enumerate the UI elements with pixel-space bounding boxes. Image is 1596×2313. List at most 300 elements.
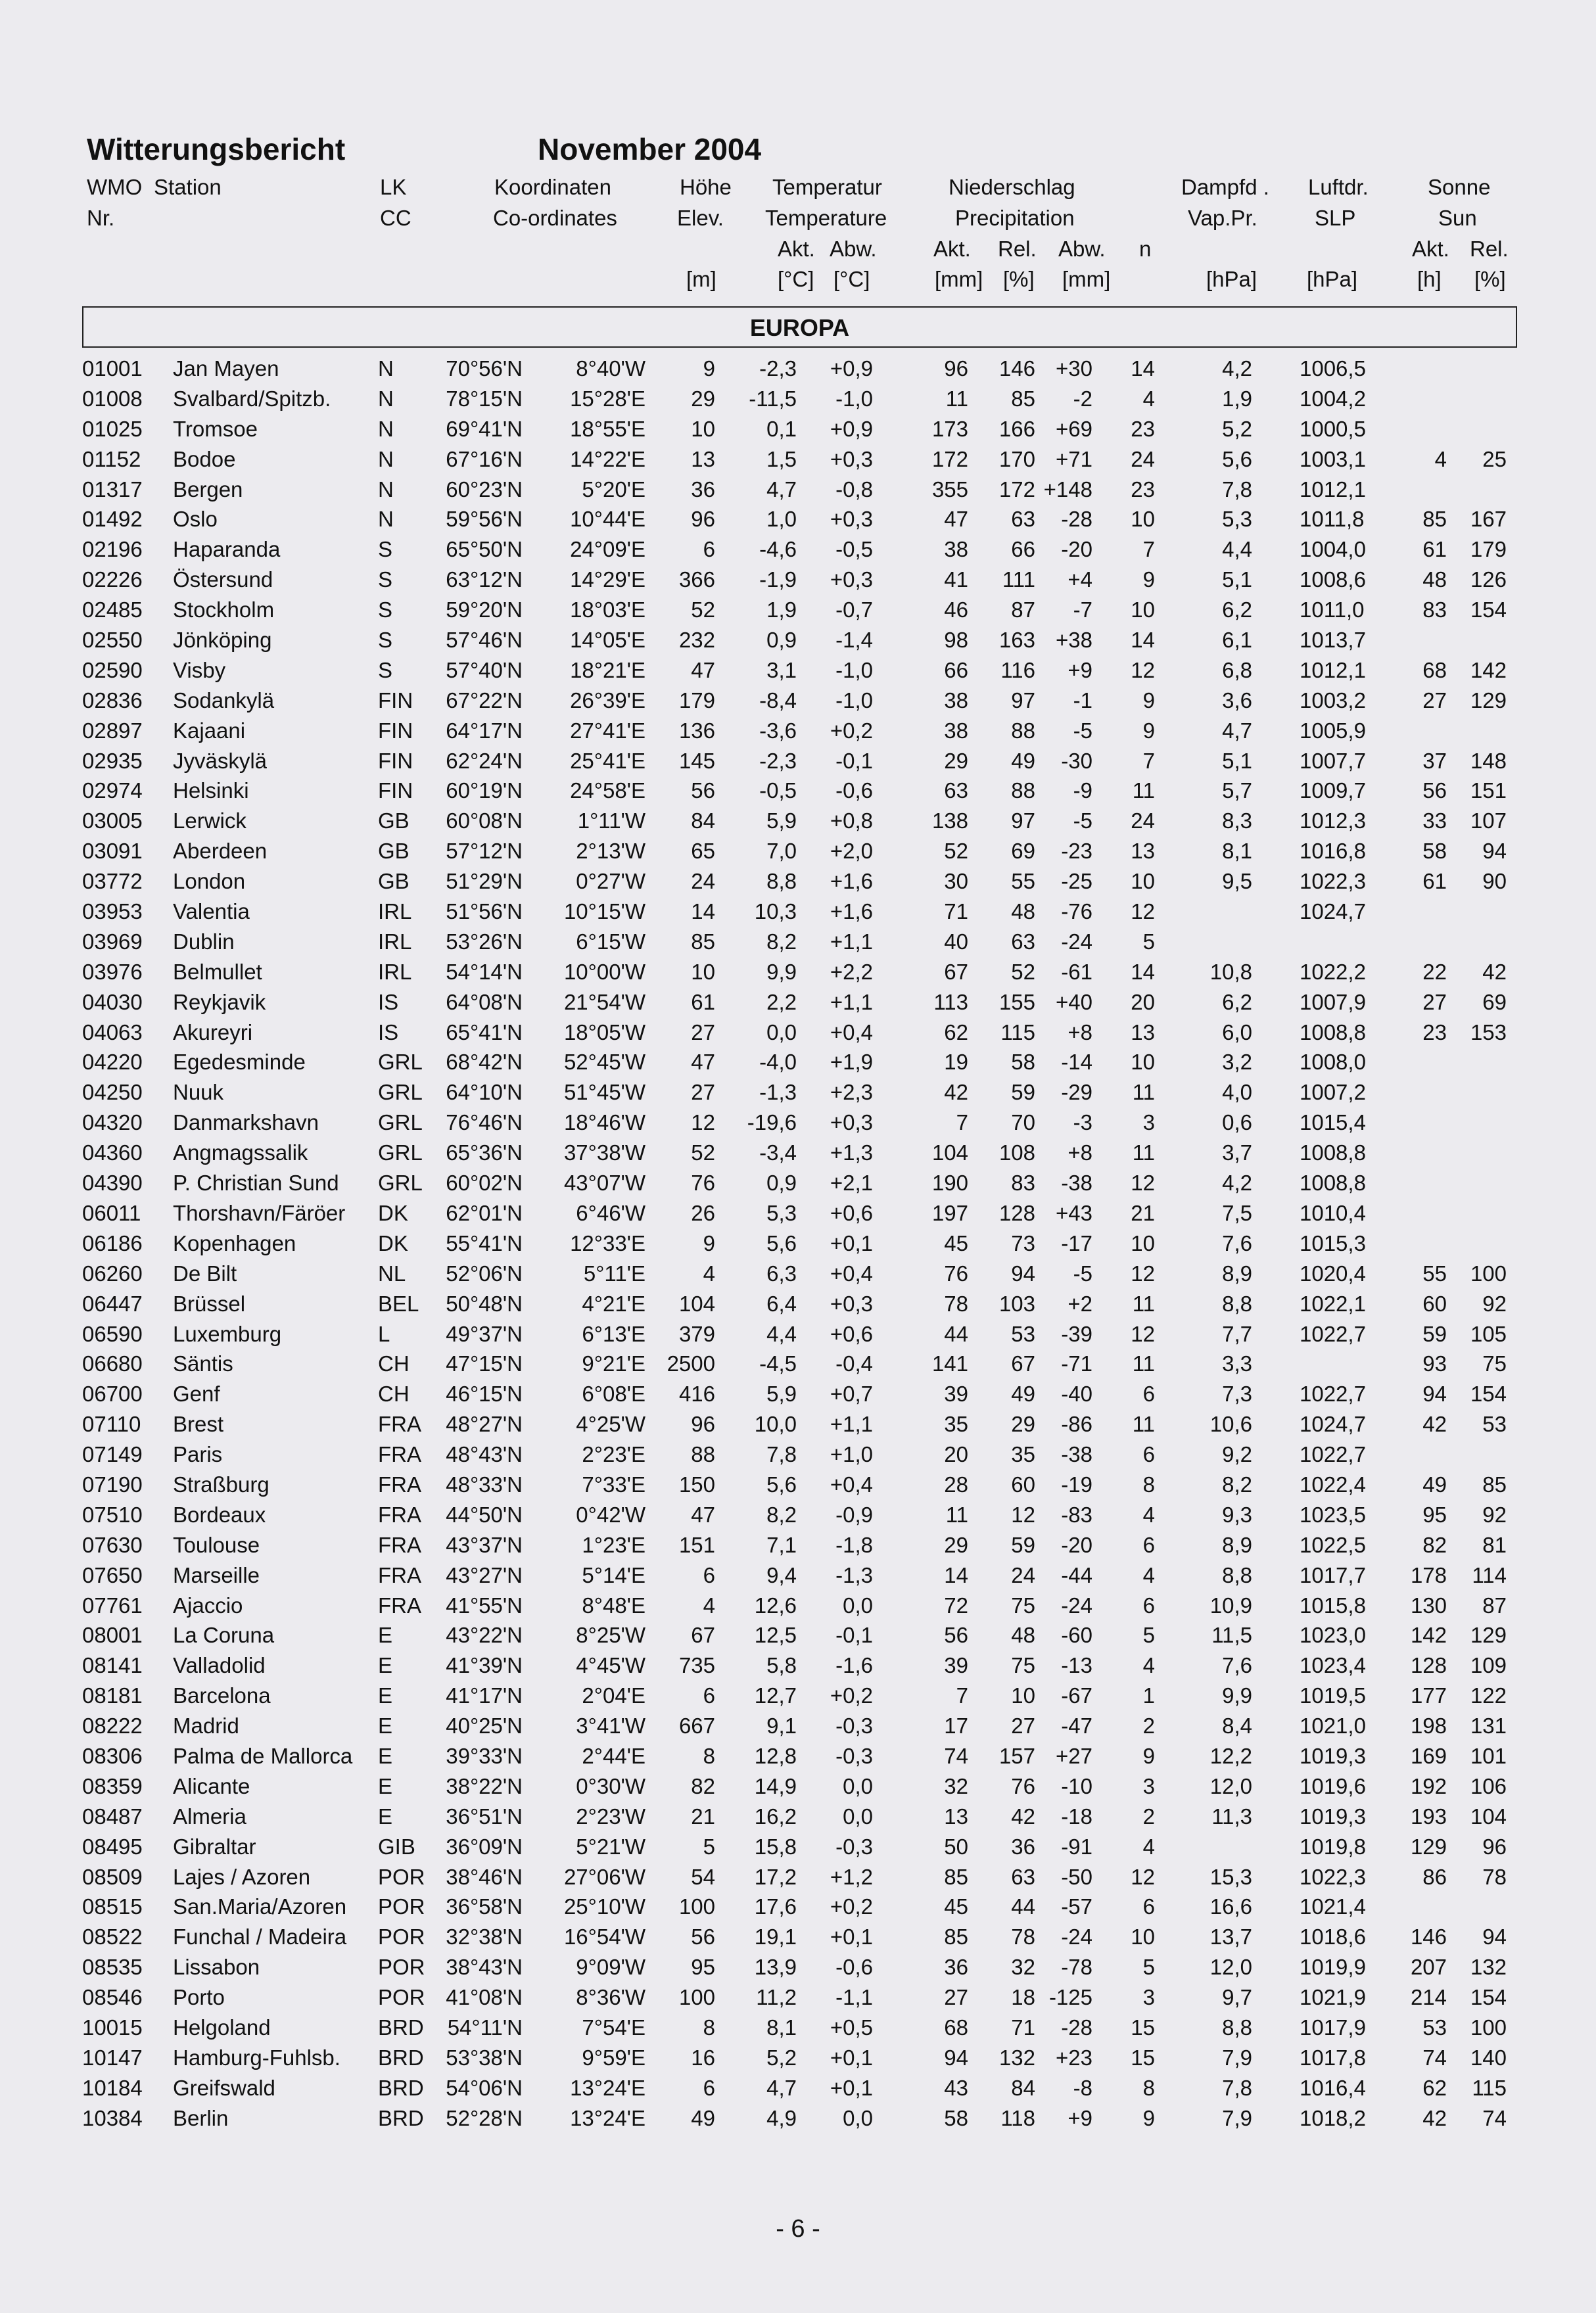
precip-actual: 14: [944, 1562, 968, 1587]
station-name: Greifswald: [173, 2075, 275, 2100]
header-prec-n: n: [1139, 237, 1152, 261]
sea-level-pressure: 1008,8: [1300, 1019, 1366, 1044]
vapour-pressure: 5,6: [1222, 446, 1252, 471]
latitude: 68°42'N: [446, 1050, 523, 1075]
precip-actual: 113: [933, 989, 968, 1014]
precip-relative: 84: [1011, 2075, 1035, 2100]
vapour-pressure: 8,1: [1222, 839, 1252, 864]
elevation: 96: [691, 1412, 715, 1437]
latitude: 48°33'N: [446, 1472, 523, 1497]
temp-anomaly: +0,1: [830, 2045, 873, 2070]
station-name: Egedesminde: [173, 1050, 306, 1075]
elevation: 5: [703, 1834, 715, 1859]
precip-anomaly: -78: [1061, 1955, 1092, 1980]
latitude: 57°40'N: [446, 657, 523, 682]
wmo-id: 03969: [82, 929, 143, 954]
sunshine-hours: 214: [1410, 1985, 1447, 2010]
latitude: 53°38'N: [446, 2045, 523, 2070]
header-prec-unit-rel: [%]: [1003, 267, 1035, 291]
precip-actual: 355: [931, 477, 968, 502]
wmo-id: 07761: [82, 1593, 143, 1618]
country-code: E: [378, 1653, 393, 1678]
temp-actual: -1,9: [759, 567, 797, 592]
vapour-pressure: 7,6: [1222, 1230, 1252, 1255]
elevation: 88: [691, 1442, 715, 1467]
station-name: Belmullet: [173, 959, 262, 984]
precip-actual: 36: [944, 1955, 968, 1980]
table-row: [0, 1922, 1596, 1952]
header-sun-unit-akt: [h]: [1417, 267, 1442, 291]
latitude: 36°09'N: [446, 1834, 523, 1859]
latitude: 65°36'N: [446, 1140, 523, 1165]
sunshine-relative: 148: [1470, 748, 1507, 773]
vapour-pressure: 9,9: [1222, 1683, 1252, 1708]
sunshine-hours: 85: [1422, 507, 1447, 532]
region-label: EUROPA: [749, 314, 850, 341]
header-slp-unit: [hPa]: [1307, 267, 1358, 291]
precip-days: 1: [1142, 1683, 1155, 1708]
precip-days: 20: [1131, 989, 1155, 1014]
precip-anomaly: -67: [1061, 1683, 1092, 1708]
temp-anomaly: +0,1: [830, 1230, 873, 1255]
precip-anomaly: -30: [1061, 748, 1092, 773]
latitude: 63°12'N: [446, 567, 523, 592]
sunshine-relative: 129: [1470, 1623, 1507, 1648]
table-row: [0, 2103, 1596, 2134]
temp-actual: 17,2: [754, 1864, 797, 1889]
precip-days: 6: [1142, 1382, 1155, 1407]
precip-days: 6: [1142, 1532, 1155, 1557]
elevation: 29: [691, 386, 715, 411]
table-row: [0, 1228, 1596, 1259]
precip-days: 13: [1131, 1019, 1155, 1044]
longitude: 37°38'W: [563, 1140, 645, 1165]
sunshine-hours: 142: [1410, 1623, 1447, 1648]
header-temp-akt: Akt.: [778, 237, 815, 261]
header-sun: Sun: [1438, 206, 1477, 230]
sea-level-pressure: 1003,1: [1300, 446, 1366, 471]
latitude: 49°37'N: [446, 1321, 523, 1346]
precip-days: 7: [1142, 748, 1155, 773]
country-code: S: [378, 537, 393, 562]
table-row: [0, 354, 1596, 384]
header-hoehe: Höhe: [680, 175, 732, 199]
precip-days: 10: [1131, 1050, 1155, 1075]
latitude: 51°56'N: [446, 899, 523, 924]
precip-days: 14: [1131, 356, 1155, 381]
country-code: BRD: [378, 2075, 424, 2100]
sunshine-hours: 177: [1410, 1683, 1447, 1708]
wmo-id: 10147: [82, 2045, 143, 2070]
table-row: [0, 565, 1596, 595]
precip-actual: 172: [931, 446, 968, 471]
elevation: 100: [678, 1985, 715, 2010]
elevation: 56: [691, 778, 715, 803]
wmo-id: 08001: [82, 1623, 143, 1648]
table-row: [0, 746, 1596, 776]
longitude: 2°13'W: [576, 839, 645, 864]
longitude: 15°28'E: [570, 386, 645, 411]
station-name: Kopenhagen: [173, 1230, 296, 1255]
sea-level-pressure: 1022,5: [1300, 1532, 1366, 1557]
precip-days: 24: [1131, 808, 1155, 833]
vapour-pressure: 6,1: [1222, 628, 1252, 653]
temp-actual: 5,9: [766, 1382, 797, 1407]
precip-actual: 13: [944, 1804, 968, 1829]
station-name: Valladolid: [173, 1653, 266, 1678]
vapour-pressure: 8,8: [1222, 1562, 1252, 1587]
station-name: Paris: [173, 1442, 223, 1467]
station-name: Ajaccio: [173, 1593, 243, 1618]
wmo-id: 08306: [82, 1743, 143, 1768]
longitude: 52°45'W: [563, 1050, 645, 1075]
station-name: London: [173, 869, 246, 894]
country-code: N: [378, 386, 394, 411]
latitude: 41°39'N: [446, 1653, 523, 1678]
precip-anomaly: -17: [1061, 1230, 1092, 1255]
temp-anomaly: -1,4: [835, 628, 873, 653]
country-code: N: [378, 446, 394, 471]
table-row: [0, 927, 1596, 957]
longitude: 4°21'E: [582, 1291, 645, 1316]
sunshine-hours: 33: [1422, 808, 1447, 833]
latitude: 53°26'N: [446, 929, 523, 954]
sea-level-pressure: 1011,8: [1300, 507, 1365, 532]
temp-anomaly: 0,0: [843, 1773, 873, 1798]
precip-days: 12: [1131, 1864, 1155, 1889]
header-lk: LK: [380, 175, 407, 199]
elevation: 6: [703, 537, 715, 562]
latitude: 36°58'N: [446, 1894, 523, 1919]
header-prec-akt: Akt.: [933, 237, 971, 261]
temp-actual: 10,3: [754, 899, 797, 924]
sea-level-pressure: 1022,4: [1300, 1472, 1366, 1497]
latitude: 40°25'N: [446, 1714, 523, 1739]
temp-anomaly: -0,6: [835, 1955, 873, 1980]
precip-actual: 58: [944, 2105, 968, 2130]
sunshine-relative: 129: [1470, 688, 1507, 713]
precip-relative: 78: [1011, 1925, 1035, 1950]
temp-anomaly: +0,3: [830, 507, 873, 532]
precip-anomaly: +8: [1068, 1019, 1092, 1044]
elevation: 85: [691, 929, 715, 954]
precip-days: 10: [1131, 869, 1155, 894]
precip-relative: 128: [998, 1200, 1035, 1225]
precip-relative: 108: [998, 1140, 1035, 1165]
sea-level-pressure: 1012,1: [1300, 477, 1366, 502]
precip-relative: 163: [998, 628, 1035, 653]
precip-relative: 103: [998, 1291, 1035, 1316]
precip-days: 6: [1142, 1442, 1155, 1467]
vapour-pressure: 8,2: [1222, 1472, 1252, 1497]
header-temp-abw: Abw.: [830, 237, 877, 261]
vapour-pressure: 5,2: [1222, 416, 1252, 441]
precip-actual: 46: [944, 597, 968, 622]
precip-relative: 55: [1011, 869, 1035, 894]
temp-anomaly: -0,1: [835, 748, 873, 773]
precip-days: 21: [1131, 1200, 1155, 1225]
vapour-pressure: 8,8: [1222, 2015, 1252, 2040]
precip-days: 23: [1131, 416, 1155, 441]
elevation: 26: [691, 1200, 715, 1225]
header-sun-rel: Rel.: [1470, 237, 1509, 261]
sunshine-relative: 78: [1482, 1864, 1507, 1889]
sea-level-pressure: 1019,3: [1300, 1743, 1366, 1768]
table-row: [0, 1198, 1596, 1228]
vapour-pressure: 5,3: [1222, 507, 1252, 532]
precip-actual: 85: [944, 1864, 968, 1889]
elevation: 6: [703, 2075, 715, 2100]
sea-level-pressure: 1024,7: [1300, 899, 1366, 924]
wmo-id: 04250: [82, 1080, 143, 1105]
vapour-pressure: 9,3: [1222, 1502, 1252, 1527]
precip-actual: 85: [944, 1925, 968, 1950]
precip-days: 5: [1142, 929, 1155, 954]
latitude: 32°38'N: [446, 1925, 523, 1950]
temp-actual: 12,6: [754, 1593, 797, 1618]
sunshine-hours: 146: [1410, 1925, 1447, 1950]
country-code: L: [378, 1321, 390, 1346]
table-row: [0, 1379, 1596, 1409]
precip-anomaly: -1: [1073, 688, 1092, 713]
longitude: 1°11'W: [577, 808, 645, 833]
precip-actual: 190: [931, 1171, 968, 1196]
vapour-pressure: 8,4: [1222, 1714, 1252, 1739]
wmo-id: 03005: [82, 808, 143, 833]
table-row: [0, 1289, 1596, 1319]
temp-actual: 7,8: [766, 1442, 797, 1467]
temp-anomaly: +1,2: [830, 1864, 873, 1889]
table-row: [0, 414, 1596, 444]
precip-actual: 20: [944, 1442, 968, 1467]
precip-relative: 53: [1011, 1321, 1035, 1346]
precip-anomaly: +8: [1068, 1140, 1092, 1165]
table-row: [0, 1892, 1596, 1922]
temp-anomaly: +0,7: [830, 1382, 873, 1407]
wmo-id: 04063: [82, 1019, 143, 1044]
precip-anomaly: +69: [1056, 416, 1092, 441]
elevation: 4: [703, 1261, 715, 1286]
sunshine-relative: 94: [1482, 839, 1507, 864]
station-name: Tromsoe: [173, 416, 258, 441]
longitude: 9°59'E: [582, 2045, 645, 2070]
temp-anomaly: +0,9: [830, 356, 873, 381]
station-name: Brüssel: [173, 1291, 246, 1316]
temp-actual: -19,6: [747, 1110, 797, 1135]
country-code: POR: [378, 1955, 425, 1980]
sea-level-pressure: 1023,5: [1300, 1502, 1366, 1527]
temp-actual: 1,9: [766, 597, 797, 622]
longitude: 26°39'E: [570, 688, 645, 713]
temp-actual: 10,0: [754, 1412, 797, 1437]
precip-anomaly: +148: [1043, 477, 1092, 502]
wmo-id: 08509: [82, 1864, 143, 1889]
precip-actual: 76: [944, 1261, 968, 1286]
vapour-pressure: 0,6: [1222, 1110, 1252, 1135]
temp-actual: 5,6: [766, 1230, 797, 1255]
longitude: 0°30'W: [576, 1773, 645, 1798]
sunshine-relative: 104: [1470, 1804, 1507, 1829]
temp-actual: -11,5: [749, 386, 797, 411]
precip-days: 12: [1131, 1261, 1155, 1286]
longitude: 0°27'W: [576, 869, 645, 894]
country-code: GB: [378, 869, 410, 894]
latitude: 43°27'N: [446, 1562, 523, 1587]
sunshine-relative: 101: [1470, 1743, 1507, 1768]
country-code: S: [378, 657, 393, 682]
precip-relative: 75: [1011, 1653, 1035, 1678]
vapour-pressure: 7,3: [1222, 1382, 1252, 1407]
wmo-id: 04030: [82, 989, 143, 1014]
precip-days: 9: [1142, 567, 1155, 592]
temp-anomaly: +0,2: [830, 1683, 873, 1708]
temp-actual: 6,3: [766, 1261, 797, 1286]
sea-level-pressure: 1008,6: [1300, 567, 1366, 592]
precip-days: 23: [1131, 477, 1155, 502]
country-code: N: [378, 416, 394, 441]
precip-actual: 138: [931, 808, 968, 833]
page-number: - 6 -: [776, 2215, 820, 2243]
sunshine-hours: 193: [1410, 1804, 1447, 1829]
precip-anomaly: -50: [1061, 1864, 1092, 1889]
station-table: [0, 354, 1596, 2134]
station-name: Danmarkshavn: [173, 1110, 319, 1135]
sea-level-pressure: 1022,7: [1300, 1382, 1366, 1407]
precip-anomaly: -44: [1061, 1562, 1092, 1587]
longitude: 10°15'W: [563, 899, 645, 924]
latitude: 43°37'N: [446, 1532, 523, 1557]
vapour-pressure: 4,0: [1222, 1080, 1252, 1105]
sunshine-relative: 132: [1470, 1955, 1507, 1980]
precip-days: 10: [1131, 507, 1155, 532]
station-name: Almeria: [173, 1804, 246, 1829]
longitude: 8°36'W: [576, 1985, 645, 2010]
station-name: Reykjavik: [173, 989, 266, 1014]
country-code: E: [378, 1623, 393, 1648]
table-row: [0, 534, 1596, 565]
sunshine-hours: 37: [1422, 748, 1447, 773]
longitude: 18°05'W: [563, 1019, 645, 1044]
station-name: Hamburg-Fuhlsb.: [173, 2045, 340, 2070]
temp-anomaly: 0,0: [843, 2105, 873, 2130]
elevation: 9: [703, 1230, 715, 1255]
longitude: 43°07'W: [563, 1171, 645, 1196]
elevation: 232: [678, 628, 715, 653]
sunshine-hours: 27: [1422, 989, 1447, 1014]
precip-anomaly: +30: [1056, 356, 1092, 381]
sunshine-relative: 100: [1470, 2015, 1507, 2040]
precip-actual: 45: [944, 1230, 968, 1255]
station-name: Visby: [173, 657, 226, 682]
station-name: Bergen: [173, 477, 243, 502]
wmo-id: 02897: [82, 718, 143, 743]
country-code: E: [378, 1683, 393, 1708]
table-row: [0, 1500, 1596, 1530]
precip-days: 10: [1131, 597, 1155, 622]
table-row: [0, 1349, 1596, 1379]
sea-level-pressure: 1015,8: [1300, 1593, 1366, 1618]
precip-days: 11: [1132, 1291, 1155, 1316]
table-row: [0, 776, 1596, 806]
country-code: IRL: [378, 959, 412, 984]
longitude: 14°05'E: [570, 628, 645, 653]
wmo-id: 08535: [82, 1955, 143, 1980]
sea-level-pressure: 1022,2: [1300, 959, 1366, 984]
table-row: [0, 897, 1596, 927]
country-code: IS: [378, 989, 399, 1014]
wmo-id: 03976: [82, 959, 143, 984]
longitude: 18°21'E: [570, 657, 645, 682]
latitude: 47°15'N: [446, 1351, 523, 1376]
sunshine-hours: 198: [1410, 1714, 1447, 1739]
temp-anomaly: +0,4: [830, 1261, 873, 1286]
precip-actual: 78: [944, 1291, 968, 1316]
wmo-id: 01008: [82, 386, 143, 411]
header-elev: Elev.: [677, 206, 724, 230]
header-slp: SLP: [1315, 206, 1356, 230]
precip-relative: 97: [1011, 808, 1035, 833]
sunshine-hours: 62: [1422, 2075, 1447, 2100]
sunshine-relative: 107: [1470, 808, 1507, 833]
temp-actual: 13,9: [754, 1955, 797, 1980]
elevation: 8: [703, 1743, 715, 1768]
precip-days: 14: [1131, 959, 1155, 984]
latitude: 41°55'N: [446, 1593, 523, 1618]
precip-relative: 118: [1000, 2105, 1035, 2130]
wmo-id: 07149: [82, 1442, 143, 1467]
precip-actual: 72: [944, 1593, 968, 1618]
country-code: NL: [378, 1261, 406, 1286]
station-name: Angmagssalik: [173, 1140, 308, 1165]
sea-level-pressure: 1012,3: [1300, 808, 1366, 833]
sea-level-pressure: 1004,0: [1300, 537, 1366, 562]
temp-actual: 2,2: [766, 989, 797, 1014]
station-name: Porto: [173, 1985, 225, 2010]
sea-level-pressure: 1010,4: [1300, 1200, 1366, 1225]
wmo-id: 10384: [82, 2105, 143, 2130]
longitude: 9°21'E: [582, 1351, 645, 1376]
precip-actual: 71: [944, 899, 968, 924]
vapour-pressure: 3,7: [1222, 1140, 1252, 1165]
elevation: 47: [691, 1502, 715, 1527]
elevation: 54: [691, 1864, 715, 1889]
precip-anomaly: +9: [1068, 657, 1092, 682]
elevation: 145: [678, 748, 715, 773]
vapour-pressure: 8,9: [1222, 1532, 1252, 1557]
table-row: [0, 1530, 1596, 1560]
station-name: Sodankylä: [173, 688, 275, 713]
sunshine-hours: 207: [1410, 1955, 1447, 1980]
temp-actual: 4,7: [766, 2075, 797, 2100]
temp-anomaly: +2,1: [830, 1171, 873, 1196]
header-niederschlag: Niederschlag: [949, 175, 1075, 199]
precip-relative: 58: [1011, 1050, 1035, 1075]
latitude: 78°15'N: [446, 386, 523, 411]
station-name: De Bilt: [173, 1261, 237, 1286]
elevation: 100: [678, 1894, 715, 1919]
vapour-pressure: 12,2: [1209, 1743, 1252, 1768]
vapour-pressure: 10,6: [1209, 1412, 1252, 1437]
temp-actual: 0,1: [766, 416, 797, 441]
country-code: FIN: [378, 718, 413, 743]
wmo-id: 06700: [82, 1382, 143, 1407]
station-name: Lerwick: [173, 808, 246, 833]
latitude: 60°02'N: [446, 1171, 523, 1196]
precip-days: 10: [1131, 1925, 1155, 1950]
wmo-id: 01317: [82, 477, 143, 502]
precip-days: 2: [1142, 1714, 1155, 1739]
elevation: 61: [691, 989, 715, 1014]
